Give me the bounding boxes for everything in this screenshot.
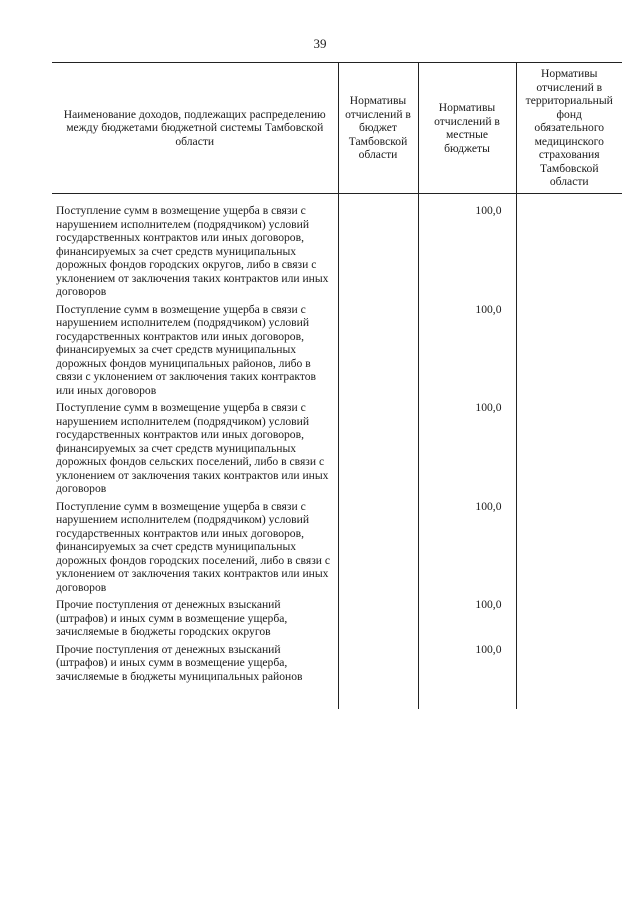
tfoms-cell (516, 401, 622, 500)
revenue-name-cell: Поступление сумм в возмещение ущерба в связи с нарушением исполнителем (подрядчиком) условий государственных контрактов или иных договоров, финансируемых за счет средств муниципальных дорожных фондов муниципальных районов, либо в связи с уклонением от заключения таких контрактов или иных договоров (56, 302, 317, 397)
local-budget-cell: 100,0 (418, 194, 516, 303)
table-row (52, 303, 622, 402)
table-row (52, 500, 622, 599)
table-row (52, 194, 622, 303)
table-row (52, 643, 622, 709)
regional-budget-cell (338, 194, 418, 303)
tfoms-cell (516, 598, 622, 643)
regional-budget-cell (338, 643, 418, 709)
table-row (52, 401, 622, 500)
regional-budget-cell (338, 303, 418, 402)
revenue-distribution-table (52, 62, 622, 709)
page-number: 39 (313, 36, 327, 51)
table-header (52, 63, 622, 194)
tfoms-cell (516, 194, 622, 303)
revenue-name-cell: Поступление сумм в возмещение ущерба в связи с нарушением исполнителем (подрядчиком) условий государственных контрактов или иных договоров, финансируемых за счет средств муниципальных дорожных фондов сельских поселений, либо в связи с уклонением от заключения таких контрактов или иных договоров (56, 401, 329, 495)
tfoms-cell (516, 643, 622, 709)
regional-budget-cell (338, 598, 418, 643)
local-budget-cell: 100,0 (418, 500, 516, 599)
revenue-name-cell: Прочие поступления от денежных взысканий (штрафов) и иных сумм в возмещение ущерба, зачисляемые в бюджеты муниципальных районов (56, 642, 303, 683)
header-tfoms: Нормативы отчислений в территориальный фонд обязательного медицинского страхования Тамбовской области (516, 63, 622, 194)
header-local-budgets: Нормативы отчислений в местные бюджеты (418, 63, 516, 194)
local-budget-cell: 100,0 (418, 598, 516, 643)
header-revenue-name: Наименование доходов, подлежащих распределению между бюджетами бюджетной системы Тамбовской области (52, 63, 338, 194)
regional-budget-cell (338, 401, 418, 500)
header-regional-budget: Нормативы отчислений в бюджет Тамбовской области (338, 63, 418, 194)
revenue-name-cell: Поступление сумм в возмещение ущерба в связи с нарушением исполнителем (подрядчиком) условий государственных контрактов или иных договоров, финансируемых за счет средств муниципальных дорожных фондов городских округов, либо в связи с уклонением от заключения таких контрактов или иных договоров (56, 204, 329, 298)
table-row (52, 598, 622, 643)
regional-budget-cell (338, 500, 418, 599)
local-budget-cell: 100,0 (418, 303, 516, 402)
revenue-name-cell: Поступление сумм в возмещение ущерба в связи с нарушением исполнителем (подрядчиком) условий государственных контрактов или иных договоров, финансируемых за счет средств муниципальных дорожных фондов городских поселений, либо в связи с уклонением от заключения таких контрактов или иных договоров (56, 499, 331, 594)
header-row (52, 63, 622, 194)
local-budget-cell: 100,0 (418, 401, 516, 500)
revenue-name-cell: Прочие поступления от денежных взысканий (штрафов) и иных сумм в возмещение ущерба, зачисляемые в бюджеты городских округов (56, 598, 288, 638)
tfoms-cell (516, 500, 622, 599)
local-budget-cell: 100,0 (418, 643, 516, 709)
tfoms-cell (516, 303, 622, 402)
table-body (52, 194, 622, 709)
